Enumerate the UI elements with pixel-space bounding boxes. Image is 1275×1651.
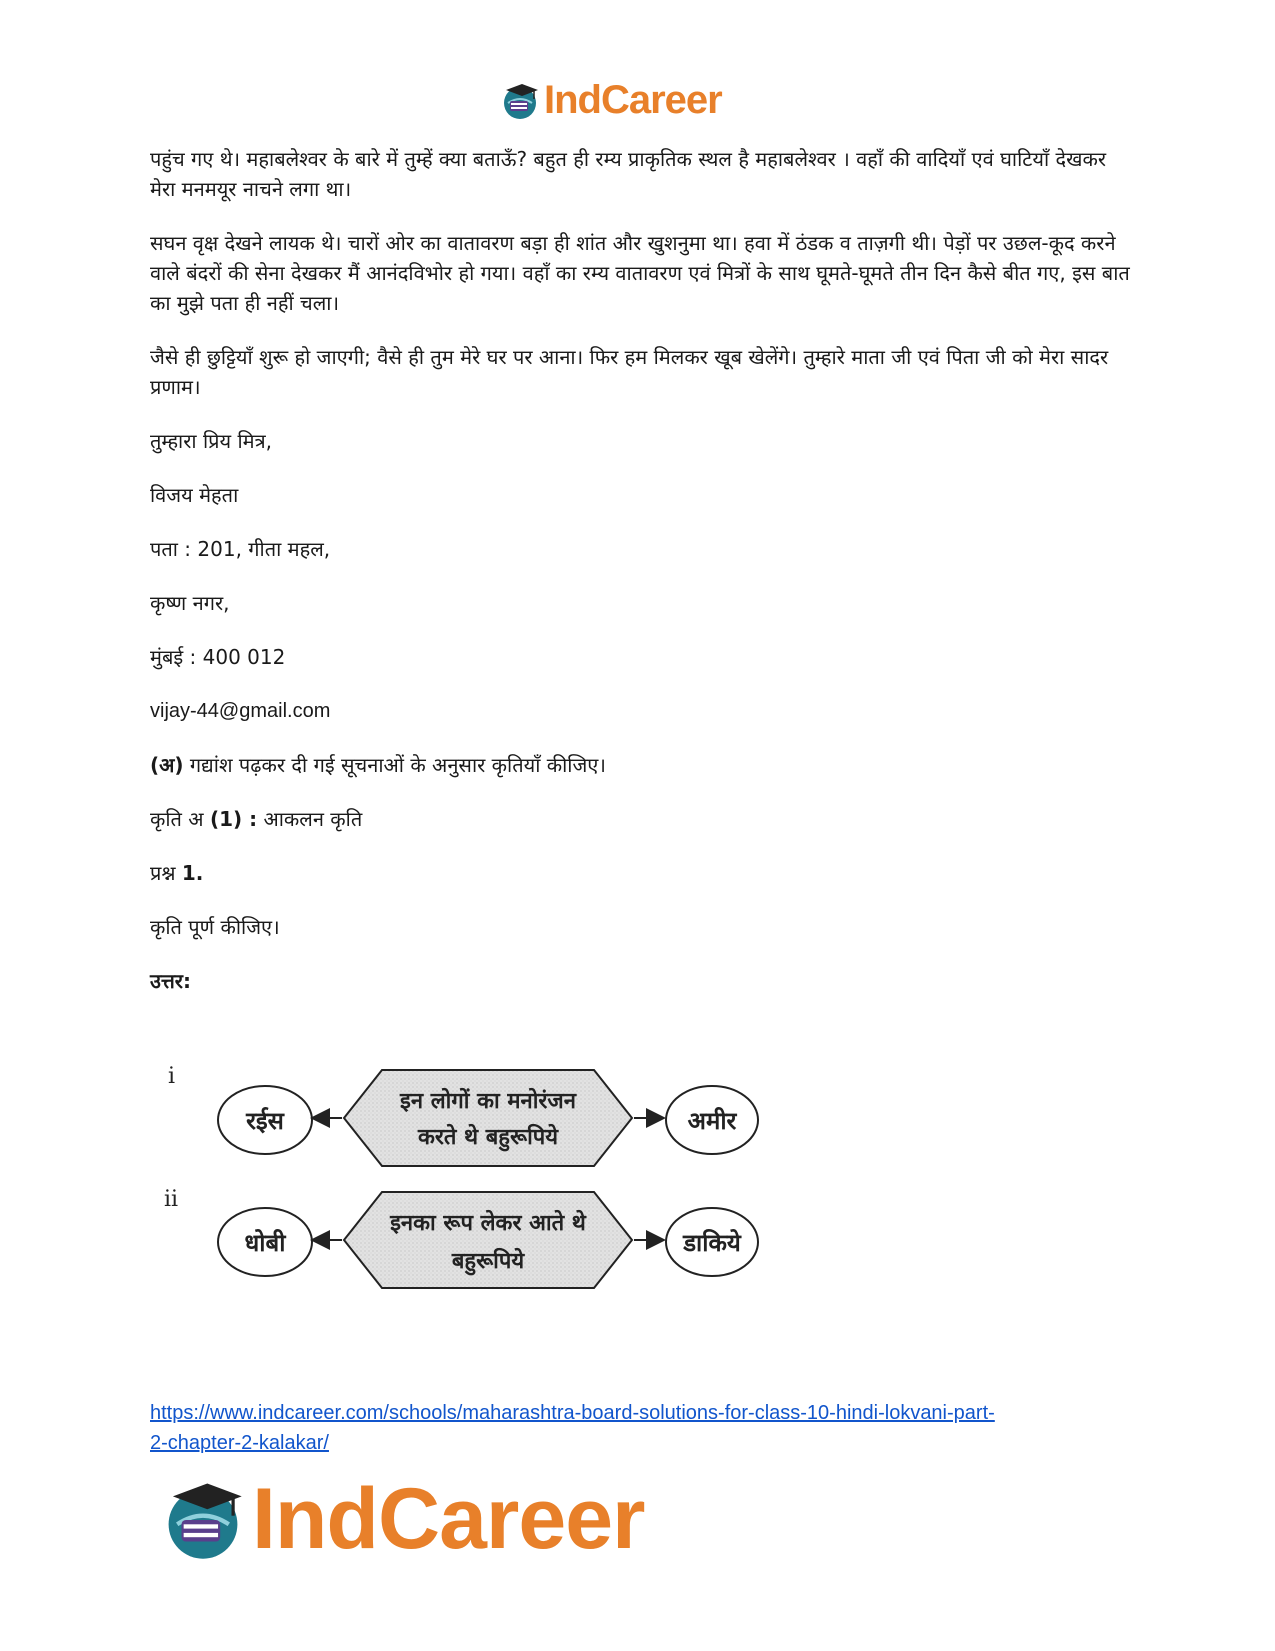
address-line-2: कृष्ण नगर, — [150, 591, 230, 615]
hexagon-line-2: करते थे बहुरूपिये — [417, 1125, 559, 1150]
source-url — [150, 1398, 1130, 1458]
graduation-globe-icon — [160, 1477, 246, 1563]
answer-diagram — [160, 1058, 810, 1318]
answer-label: उत्तर: — [150, 969, 191, 993]
left-oval-text: धोबी — [244, 1229, 286, 1257]
letter-paragraph: सघन वृक्ष देखने लायक थे। चारों ओर का वातावरण बड़ा ही शांत और खुशनुमा था। हवा में ठंडक व ताज़गी थी। पेड़ों पर उछल-कूद करने वाले बंदरों की सेना देखकर मैं आनंदविभोर हो गया। वहाँ का रम्य वातावरण एवं मित्रों के साथ घूमते-घूमते तीन दिन कैसे बीत गए, इस बात का मुझे पता ही नहीं चला। — [150, 231, 1130, 315]
question-prefix: प्रश्न — [150, 861, 176, 885]
letter-content — [150, 144, 1130, 1020]
address-line-3: मुंबई : 400 012 — [150, 645, 286, 669]
brand-name: IndCareer — [252, 1471, 645, 1567]
header-logo — [500, 78, 722, 123]
section-prefix: (अ) — [150, 753, 184, 777]
sender-email: vijay-44@gmail.com — [150, 700, 331, 722]
right-oval-text: अमीर — [687, 1107, 737, 1135]
section-text: गद्यांश पढ़कर दी गई सूचनाओं के अनुसार कृतियाँ कीजिए। — [189, 753, 606, 777]
row-label: i — [168, 1064, 176, 1089]
source-link[interactable]: https://www.indcareer.com/schools/maharashtra-board-solutions-for-class-10-hindi-lokvani-part- 2-chapter-2-kalakar/ — [150, 1402, 995, 1454]
activity-text: आकलन कृति — [263, 807, 363, 831]
hexagon-line-2: बहुरूपिये — [451, 1249, 525, 1274]
footer-logo — [160, 1470, 645, 1569]
activity-number: (1) : — [209, 807, 258, 831]
right-oval-text: डाकिये — [683, 1229, 741, 1257]
question-instruction: कृति पूर्ण कीजिए। — [150, 915, 280, 939]
address-line-1: पता : 201, गीता महल, — [150, 537, 331, 561]
activity-heading — [150, 804, 1130, 834]
section-heading — [150, 750, 1130, 780]
row-label: ii — [164, 1187, 179, 1212]
question-heading — [150, 858, 1130, 888]
hexagon-line-1: इन लोगों का मनोरंजन — [400, 1089, 576, 1114]
brand-name: IndCareer — [544, 78, 722, 122]
letter-paragraph: पहुंच गए थे। महाबलेश्वर के बारे में तुम्हें क्या बताऊँ? बहुत ही रम्य प्राकृतिक स्थल है महाबलेश्वर । वहाँ की वादियाँ एवं घाटियाँ देखकर मेरा मनमयूर नाचने लगा था। — [150, 147, 1106, 201]
sender-name: विजय मेहता — [150, 483, 239, 507]
question-number: 1. — [181, 861, 204, 885]
letter-paragraph: जैसे ही छुट्टियाँ शुरू हो जाएगी; वैसे ही तुम मेरे घर पर आना। फिर हम मिलकर खूब खेलेंगे। तुम्हारे माता जी एवं पिता जी को मेरा सादर प्रणाम। — [150, 345, 1109, 399]
center-hexagon — [344, 1070, 632, 1166]
left-oval-text: रईस — [246, 1107, 284, 1135]
graduation-globe-icon — [500, 81, 540, 121]
activity-prefix: कृति अ — [150, 807, 204, 831]
hexagon-line-1: इनका रूप लेकर आते थे — [390, 1211, 586, 1236]
closing-salutation: तुम्हारा प्रिय मित्र, — [150, 429, 273, 453]
